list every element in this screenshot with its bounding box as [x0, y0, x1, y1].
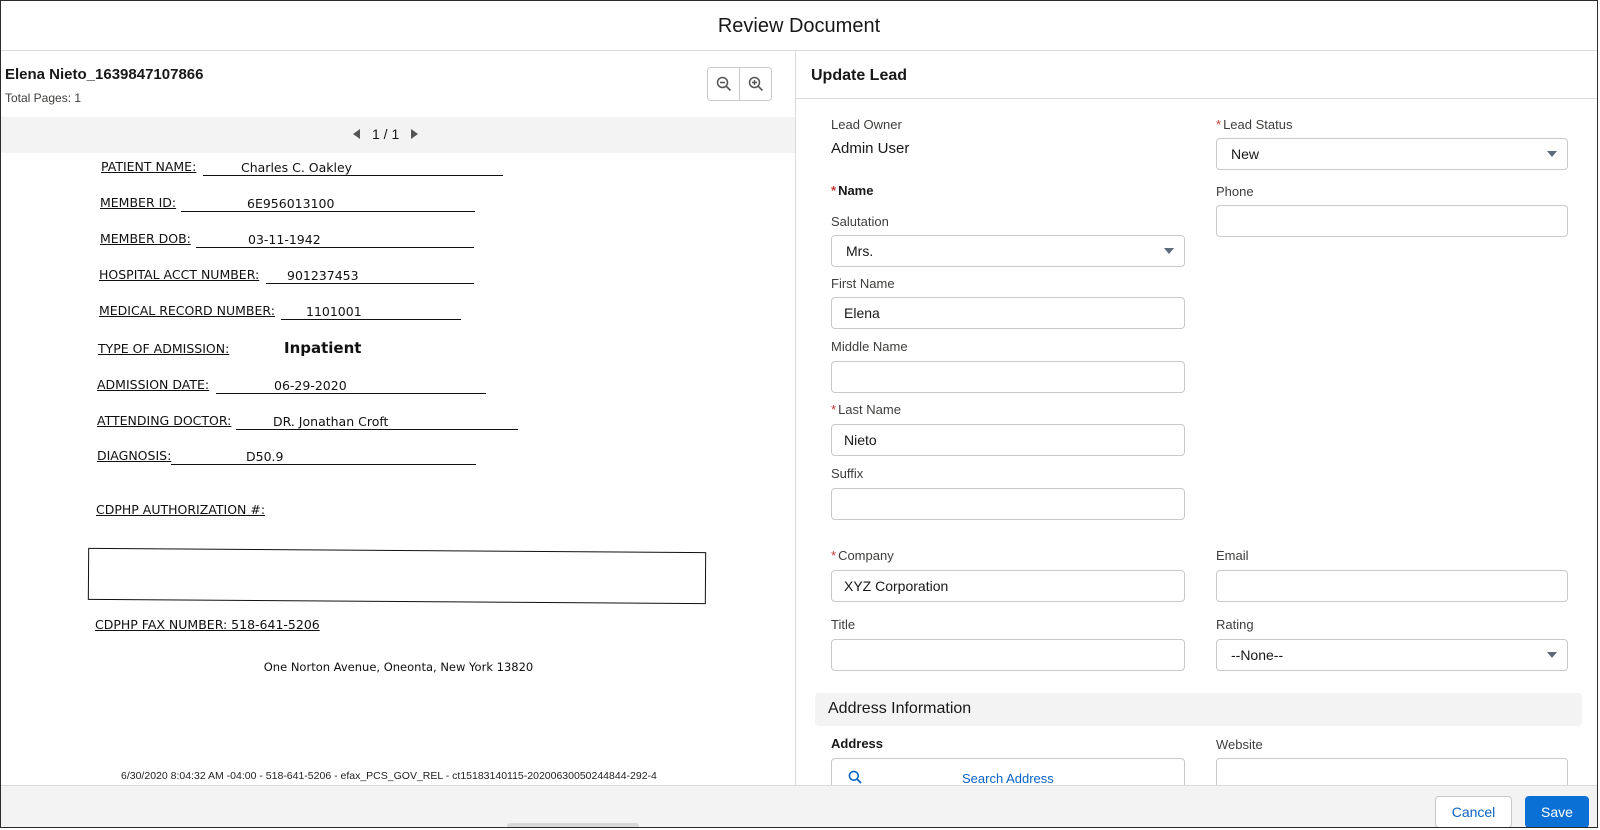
last-name-label-text: Last Name	[838, 402, 901, 417]
scan-fax-footer: 6/30/2020 8:04:32 AM -04:00 - 518-641-5206 - efax_PCS_GOV_REL - ct15183140115-20200630050244844-292-4	[121, 770, 657, 782]
address-section-title: Address Information	[828, 700, 972, 717]
scan-value-hospital-acct: 901237453	[287, 268, 359, 283]
scan-address: One Norton Avenue, Oneonta, New York 13820	[263, 660, 534, 674]
scan-label-member-id: MEMBER ID:	[100, 195, 177, 210]
required-mark: *	[831, 402, 837, 417]
scan-label-medical-record: MEDICAL RECORD NUMBER:	[99, 303, 275, 318]
website-label: Website	[1216, 737, 1263, 752]
scan-label-member-dob: MEMBER DOB:	[100, 231, 191, 246]
update-lead-form	[796, 51, 1598, 785]
scan-underline	[216, 393, 486, 394]
page-navigator	[1, 117, 795, 153]
scan-label-diagnosis: DIAGNOSIS:	[97, 448, 172, 463]
zoom-in-icon	[748, 76, 764, 92]
save-button[interactable]: Save	[1525, 796, 1589, 828]
zoom-out-icon	[716, 76, 732, 92]
zoom-in-button[interactable]	[739, 68, 771, 100]
lead-status-select[interactable]	[1216, 138, 1568, 170]
lead-status-label-text: Lead Status	[1223, 117, 1293, 132]
salutation-value: Mrs.	[846, 243, 874, 259]
rating-value: --None--	[1231, 647, 1284, 663]
email-input[interactable]	[1216, 570, 1568, 602]
website-input[interactable]	[1216, 758, 1568, 785]
salutation-label: Salutation	[831, 214, 889, 229]
scan-auth-label: CDPHP AUTHORIZATION #:	[96, 502, 266, 517]
scan-label-admission-date: ADMISSION DATE:	[97, 377, 210, 392]
document-header	[1, 51, 795, 117]
suffix-input[interactable]	[831, 488, 1185, 520]
total-pages: Total Pages: 1	[5, 91, 82, 105]
rating-label: Rating	[1216, 617, 1254, 632]
form-title: Update Lead	[811, 67, 908, 84]
scan-value-type-of-admission: Inpatient	[284, 339, 362, 357]
email-label: Email	[1216, 548, 1249, 563]
scan-fax-number: CDPHP FAX NUMBER: 518-641-5206	[95, 617, 320, 632]
required-mark: *	[831, 183, 837, 198]
scan-underline	[171, 464, 476, 465]
lead-owner-value: Admin User	[831, 140, 910, 157]
company-label-text: Company	[838, 548, 894, 563]
modal-header	[1, 1, 1597, 51]
next-page-icon[interactable]	[411, 129, 418, 139]
previous-page-icon[interactable]	[353, 129, 360, 139]
scanned-document-page	[1, 153, 796, 785]
first-name-input[interactable]: Elena	[831, 297, 1185, 329]
title-input[interactable]	[831, 639, 1185, 671]
title-label: Title	[831, 617, 856, 632]
first-name-label: First Name	[831, 276, 895, 291]
search-address-input[interactable]	[831, 758, 1185, 785]
scan-value-medical-record: 1101001	[306, 304, 362, 319]
last-name-input[interactable]: Nieto	[831, 424, 1185, 456]
chevron-down-icon	[1547, 652, 1557, 658]
search-address-text: Search Address	[962, 771, 1054, 785]
scan-value-diagnosis: D50.9	[246, 449, 284, 464]
scan-underline	[203, 175, 503, 176]
scan-value-patient-name: Charles C. Oakley	[241, 160, 353, 175]
middle-name-input[interactable]	[831, 361, 1185, 393]
scroll-handle[interactable]	[507, 823, 639, 828]
scan-authorization-box	[88, 548, 706, 604]
scan-underline	[236, 429, 518, 430]
cancel-button[interactable]: Cancel	[1435, 796, 1512, 828]
lead-status-value: New	[1231, 146, 1260, 162]
document-name: Elena Nieto_1639847107866	[5, 66, 204, 83]
modal-footer	[1, 785, 1597, 828]
page-indicator: 1 / 1	[372, 126, 400, 142]
suffix-label: Suffix	[831, 466, 864, 481]
scan-value-member-dob: 03-11-1942	[248, 232, 321, 247]
scan-label-type-of-admission: TYPE OF ADMISSION:	[98, 341, 230, 356]
scan-label-attending-doctor: ATTENDING DOCTOR:	[97, 413, 232, 428]
zoom-controls	[707, 67, 772, 101]
scan-underline	[266, 283, 474, 284]
middle-name-label: Middle Name	[831, 339, 908, 354]
chevron-down-icon	[1164, 248, 1174, 254]
address-label: Address	[831, 736, 884, 751]
scan-underline	[281, 319, 461, 320]
company-label	[831, 548, 894, 563]
address-information-section[interactable]	[815, 693, 1582, 726]
scan-label-hospital-acct: HOSPITAL ACCT NUMBER:	[99, 267, 260, 282]
lead-owner-label: Lead Owner	[831, 117, 902, 132]
salutation-select[interactable]	[831, 235, 1185, 267]
phone-input[interactable]	[1216, 205, 1568, 237]
phone-label: Phone	[1216, 184, 1254, 199]
scan-underline	[181, 211, 475, 212]
zoom-out-button[interactable]	[708, 68, 739, 100]
modal-title: Review Document	[717, 15, 881, 37]
scan-value-attending-doctor: DR. Jonathan Croft	[273, 414, 389, 429]
scan-label-patient-name: PATIENT NAME:	[101, 159, 197, 174]
scan-value-member-id: 6E956013100	[247, 196, 335, 211]
required-mark: *	[831, 548, 837, 563]
document-viewer	[1, 51, 796, 785]
name-heading	[831, 183, 873, 198]
chevron-down-icon	[1547, 151, 1557, 157]
rating-select[interactable]	[1216, 639, 1568, 671]
company-input[interactable]: XYZ Corporation	[831, 570, 1185, 602]
lead-status-label	[1216, 117, 1292, 132]
search-icon	[848, 770, 862, 784]
form-divider	[796, 98, 1598, 99]
scan-value-admission-date: 06-29-2020	[274, 378, 347, 393]
name-heading-text: Name	[838, 183, 874, 198]
scan-underline	[196, 247, 474, 248]
required-mark: *	[1216, 117, 1222, 132]
last-name-label	[831, 402, 901, 417]
